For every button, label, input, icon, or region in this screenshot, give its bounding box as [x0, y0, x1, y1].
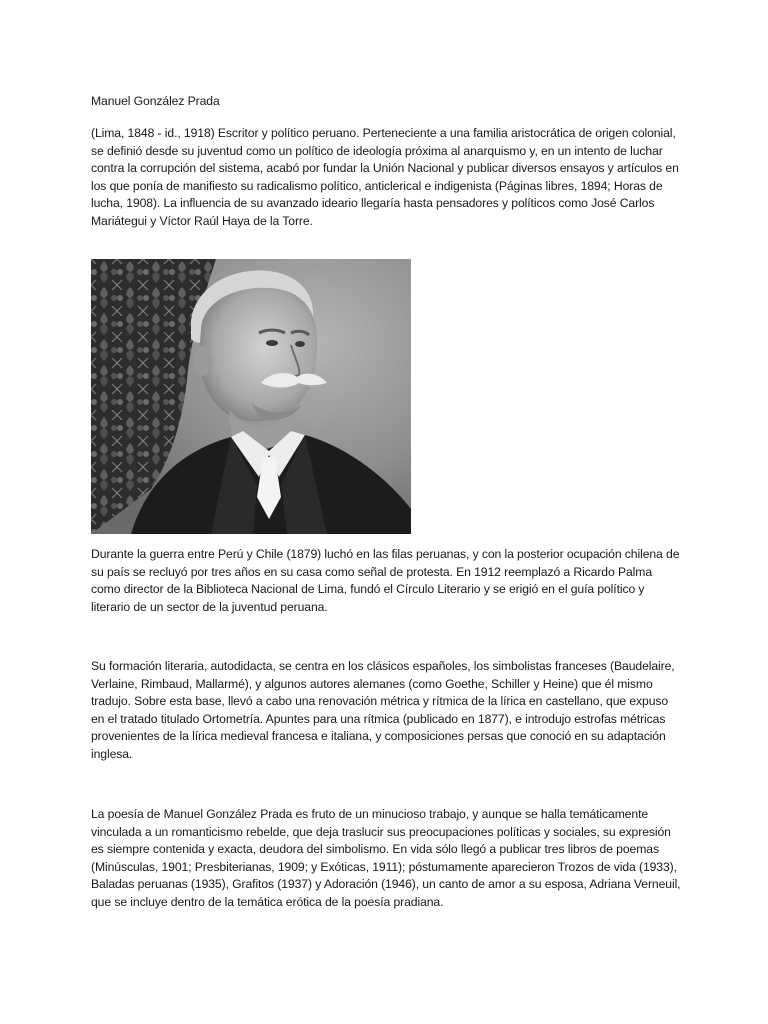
portrait-photo	[91, 259, 411, 534]
page-title: Manuel González Prada	[91, 94, 220, 108]
paragraph-intro: (Lima, 1848 - id., 1918) Escritor y político peruano. Perteneciente a una familia aristocrática de origen colonial, se definió desde su juventud como un político de ideología próxima al anarquismo y, en un intento de luchar contra la corrupción del sistema, acabó por fundar la Unión Nacional y publicar diversos ensayos y artículos en los que ponía de manifiesto su radicalismo político, anticlerical e indigenista (Páginas libres, 1894; Horas de lucha, 1908). La influencia de su avanzado ideario llegaría hasta pensadores y políticos como José Carlos Mariátegui y Víctor Raúl Haya de la Torre.	[91, 126, 679, 228]
paragraph-formation: Su formación literaria, autodidacta, se centra en los clásicos españoles, los simbolistas franceses (Baudelaire, Verlaine, Rimbaud, Mallarmé), y algunos autores alemanes (como Goethe, Schiller y Heine) que él mismo tradujo. Sobre esta base, llevó a cabo una renovación métrica y rítmica de la lírica en castellano, que expuso en el tratado titulado Ortometría. Apuntes para una rítmica (publicado en 1877), e introdujo estrofas métricas provenientes de la lírica medieval francesa e italiana, y composiciones persas que conoció en su adaptación inglesa.	[91, 659, 675, 761]
paragraph-war: Durante la guerra entre Perú y Chile (1879) luchó en las filas peruanas, y con la posterior ocupación chilena de su país se recluyó por tres años en su casa como señal de protesta. En 1912 reemplazó a Ricardo Palma como director de la Biblioteca Nacional de Lima, fundó el Círculo Literario y se erigió en el guía político y literario de un sector de la juventud peruana.	[91, 547, 680, 614]
paragraph-poetry: La poesía de Manuel González Prada es fruto de un minucioso trabajo, y aunque se halla temáticamente vinculada a un romanticismo rebelde, que deja traslucir sus preocupaciones políticas y sociales, su expresión es siempre contenida y exacta, deudora del simbolismo. En vida sólo llegó a publicar tres libros de poemas (Minúsculas, 1901; Presbiterianas, 1909; y Exóticas, 1911); póstumamente aparecieron Trozos de vida (1933), Baladas peruanas (1935), Grafitos (1937) y Adoración (1946), un canto de amor a su esposa, Adriana Verneuil, que se incluye dentro de la temática erótica de la poesía pradiana.	[91, 807, 681, 909]
